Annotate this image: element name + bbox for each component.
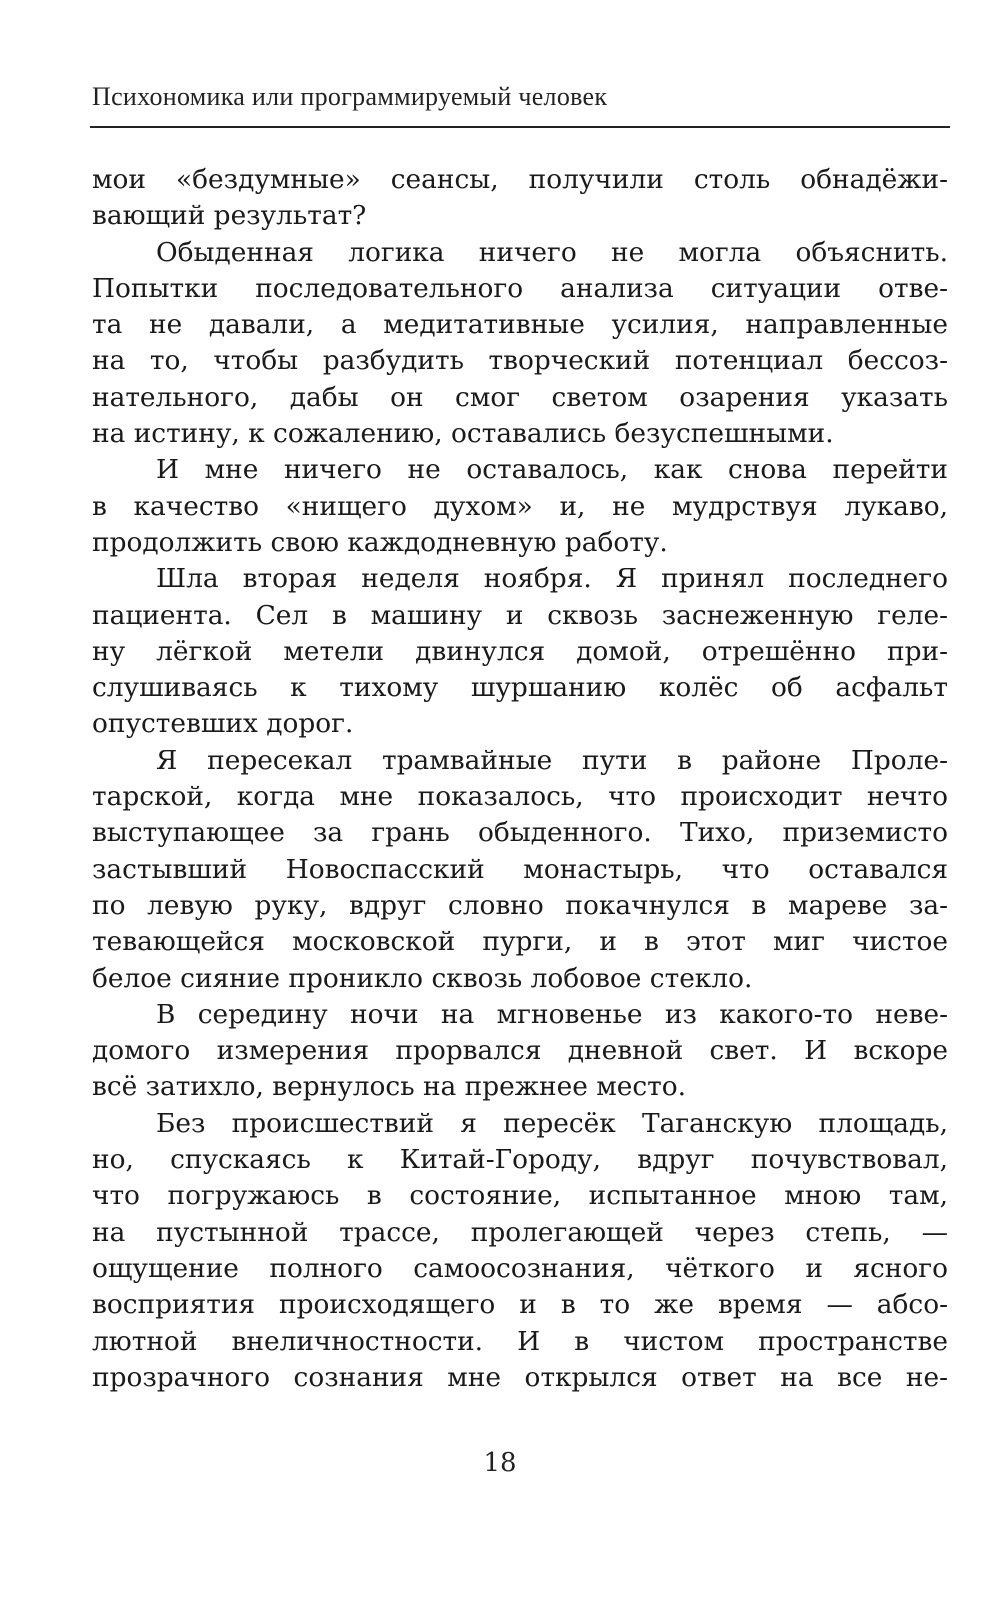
text-line: слушиваясь к тихому шуршанию колёс об асфальт bbox=[92, 672, 948, 704]
text-line: нательного, дабы он смог светом озарения указать bbox=[92, 381, 948, 413]
text-line: тарской, когда мне показалось, что происходит нечто bbox=[92, 781, 948, 813]
text-line: что погружаюсь в состояние, испытанное мною там, bbox=[92, 1180, 948, 1212]
text-line: белое сияние проникло сквозь лобовое стекло. bbox=[92, 962, 753, 994]
text-line: выступающее за грань обыденного. Тихо, приземисто bbox=[92, 817, 948, 849]
text-line: лютной внеличностности. И в чистом пространстве bbox=[92, 1325, 948, 1357]
text-line: Обыденная логика ничего не могла объяснить. bbox=[156, 236, 948, 268]
page-number: 18 bbox=[483, 1448, 517, 1478]
text-line: всё затихло, вернулось на прежнее место. bbox=[92, 1071, 687, 1103]
text-line: тевающейся московской пурги, и в этот миг чистое bbox=[92, 926, 948, 958]
text-line: вающий результат? bbox=[92, 200, 367, 232]
text-line: мои «бездумные» сеансы, получили столь обнадёжи- bbox=[92, 164, 948, 195]
text-line: восприятия происходящего и в то же время — абсо- bbox=[92, 1289, 948, 1321]
text-line: застывший Новоспасский монастырь, что оставался bbox=[92, 853, 948, 885]
text-line: на истину, к сожалению, оставались безуспешными. bbox=[92, 418, 834, 450]
text-line: прозрачного сознания мне открылся ответ на все не- bbox=[92, 1361, 948, 1393]
text-line: в качество «нищего духом» и, не мудрствуя лукаво, bbox=[92, 490, 948, 522]
text-line: И мне ничего не оставалось, как снова перейти bbox=[156, 454, 948, 486]
text-line: Я пересекал трамвайные пути в районе Проле- bbox=[156, 744, 948, 776]
text-line: Попытки последовательного анализа ситуации отве- bbox=[92, 272, 948, 304]
text-line: ощущение полного самоосознания, чёткого и ясного bbox=[92, 1252, 948, 1284]
text-line: продолжить свою каждодневную работу. bbox=[92, 526, 668, 558]
text-line: домого измерения прорвался дневной свет. И вскоре bbox=[92, 1035, 948, 1067]
text-line: та не давали, а медитативные усилия, направленные bbox=[92, 309, 948, 341]
text-line: ну лёгкой метели двинулся домой, отрешённо при- bbox=[92, 635, 948, 667]
body-text bbox=[92, 162, 948, 1396]
text-line: по левую руку, вдруг словно покачнулся в мареве за- bbox=[92, 889, 948, 921]
text-line: но, спускаясь к Китай-Городу, вдруг почувствовал, bbox=[92, 1144, 948, 1176]
text-line: В середину ночи на мгновенье из какого-то неве- bbox=[156, 998, 948, 1030]
text-line: Шла вторая неделя ноября. Я принял последнего bbox=[156, 563, 948, 595]
text-line: пациента. Сел в машину и сквозь заснеженную геле- bbox=[92, 599, 948, 631]
text-line: на пустынной трассе, пролегающей через степь, — bbox=[92, 1216, 948, 1248]
header-rule bbox=[90, 126, 950, 128]
text-line: Без происшествий я пересёк Таганскую площадь, bbox=[156, 1107, 948, 1139]
running-title: Психономика или программируемый человек bbox=[92, 82, 608, 111]
text-line: на то, чтобы разбудить творческий потенциал бессоз- bbox=[92, 345, 948, 377]
text-line: опустевших дорог. bbox=[92, 708, 354, 740]
